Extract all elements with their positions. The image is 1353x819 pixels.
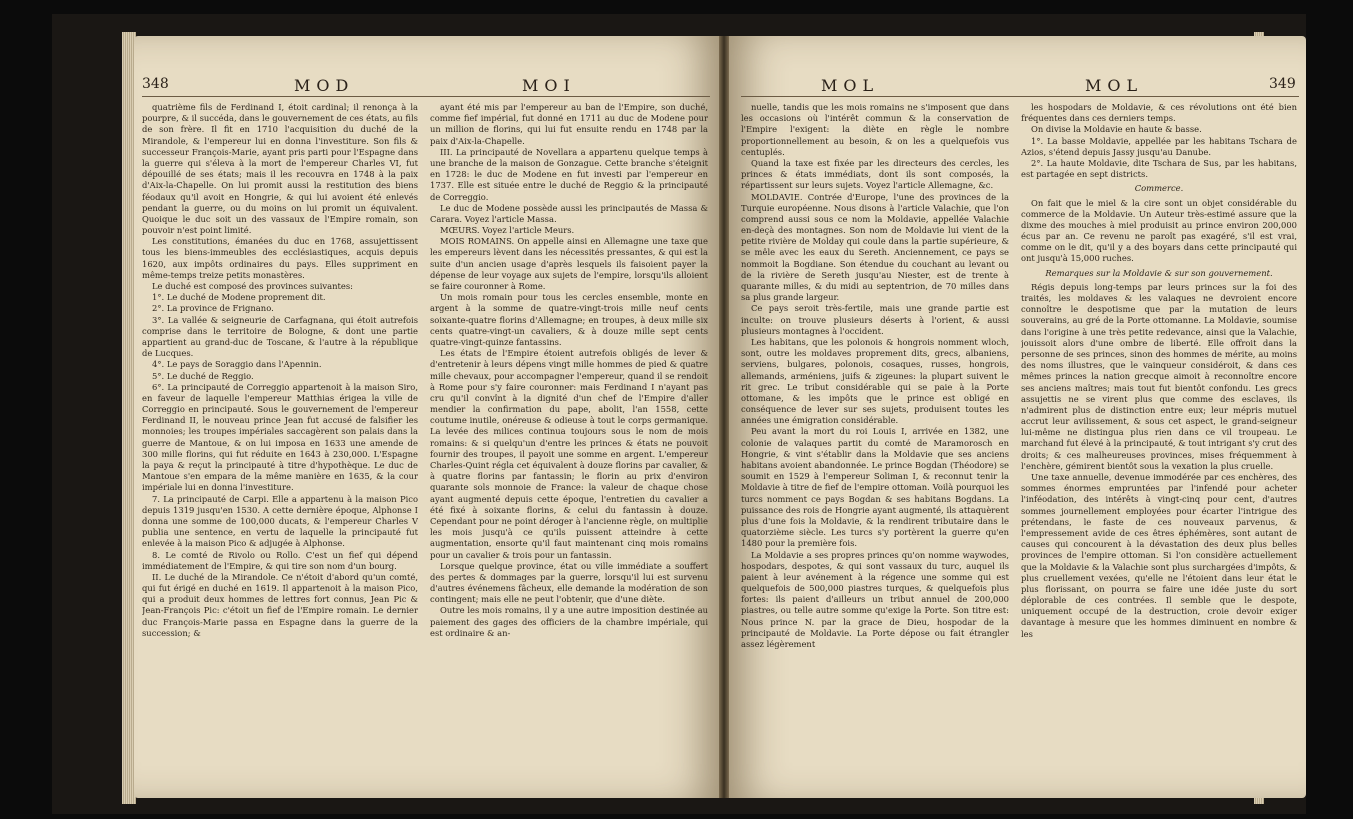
paragraph: 7. La principauté de Carpi. Elle a appartenu à la maison Pico depuis 1319 jusqu'en 1530. A cette dernière époque, Alphonse I donna une somme de 100,000 ducats, & l'empereur Charles V publia une sentence, en vertu de laquelle la principauté fut enlevée à la maison Pico & adjugée à Alphonse. (142, 493, 418, 549)
paragraph: Un mois romain pour tous les cercles ensemble, monte en argent à la somme de quatre-vingt-trois mille neuf cents soixante-quatre florins d'Allemagne; en troupes, à deux mille six cents quatre-vingt-un cavaliers, & à douze mille sept cents quatre-vingt-quinze fantassins. (430, 292, 708, 347)
text-column (741, 102, 1009, 798)
paragraph: Quand la taxe est fixée par les directeurs des cercles, les princes & états immédiats, dont ils sont composés, la répartissent sur leurs sujets. Voyez l'article Allemagne, &c. (741, 157, 1009, 191)
paragraph: 1°. La basse Moldavie, appellée par les habitans Tschara de Azios, s'étend depuis Jassy jusqu'au Danube. (1021, 135, 1297, 157)
header-rule (741, 96, 1299, 97)
paragraph: Régis depuis long-temps par leurs princes sur la foi des traités, les moldaves & les valaques ne devroient encore connoître le despotisme que par la mutation de leurs souverains, au gré de la Porte ottomanne. La Moldavie, soumise dans l'origine à une très petite redevance, ainsi que la Valachie, jouissoit alors d'une ombre de liberté. Elle offroit dans la personne de ses princes, sinon des hommes de mérite, au moins des noms illustres, que le vainqueur considéroit, & dans ces mêmes princes la nation grecque aimoit à reconnoître encore ses anciens maîtres; mais tout fut bientôt confondu. Les grecs assujettis ne se virent plus que comme des esclaves, ils n'admirent plus de distinction entre eux; leur mépris mutuel accrut leur avilissement, & sous cet aspect, le grand-seigneur lui-même ne distingua plus rien dans ce vil troupeau. Le marchand fut élevé à la principauté, & tout intrigant s'y crut des droits; & ces malheureuses provinces, mises fréquemment à l'enchère, gémirent bientôt sous la vexation la plus cruelle. (1021, 281, 1297, 471)
paragraph: 8. Le comté de Rivolo ou Rollo. C'est un fief qui dépend immédiatement de l'Empire, & qui tire son nom d'un bourg. (142, 549, 418, 571)
paragraph: Le duché est composé des provinces suivantes: (152, 281, 353, 291)
paragraph: Les habitans, que les polonois & hongrois nomment wloch, sont, outre les moldaves proprement dits, grecs, albaniens, serviens, bulgares, polonois, cosaques, russes, hongrois, allemands, arméniens, juifs & zigeunes: la plupart suivent le rit grec. Le tribut considérable qui se paie à la Porte ottomane, & les impôts que le prince est obligé en conséquence de lever sur ses sujets, produisent toutes les années une émigration considérable. (741, 336, 1009, 426)
paragraph: ayant été mis par l'empereur au ban de l'Empire, son duché, comme fief impérial, fut donné en 1711 au duc de Modene pour un million de florins, qui lui fut ensuite rendu en 1748 par la paix d'Aix-la-Chapelle. (430, 102, 708, 146)
page-number: 348 (142, 76, 169, 92)
paragraph: MOIS ROMAINS. On appelle ainsi en Allemagne une taxe que les empereurs lèvent dans les nécessités pressantes, & qui est la suite d'un ancien usage d'après lesquels ils faisoient payer la dépense de leur voyage aux sujets de l'empire, lorsqu'ils alloient se faire couronner à Rome. (430, 236, 708, 291)
running-head-left: MOD (294, 76, 355, 95)
paragraph: 3°. La vallée & seigneurie de Carfagnana, qui étoit autrefois comprise dans le territoire de Bologne, & dont une partie appartient au grand-duc de Toscane, & l'autre à la république de Lucques. (142, 314, 418, 359)
paragraph: II. Le duché de la Mirandole. Ce n'étoit d'abord qu'un comté, qui fut érigé en duché en 1619. Il appartenoit à la maison Pico, qui a produit deux hommes de lettres fort connus, Jean Pic & Jean-François Pic: c'étoit un fief de l'Empire romain. Le dernier duc François-Marie passa en Espagne dans la guerre de la succession; & (142, 571, 418, 638)
running-head-left: MOL (821, 76, 880, 95)
text-column (1021, 102, 1297, 798)
paragraph: Commerce. (1134, 183, 1184, 194)
paragraph: quatrième fils de Ferdinand I, étoit cardinal; il renonça à la pourpre, & il succéda, dans le gouvernement de ces états, au fils de son frère. Il fit en 1710 l'acquisition du duché de la Mirandole, & l'empereur lui en donna l'investiture. Son fils & successeur François-Marie, ayant pris parti pour l'Espagne dans la guerre qui s'éleva à la mort de l'empereur Charles VI, fut dépouillé de ses états; mais il les recouvra en 1748 à la paix d'Aix-la-Chapelle. On lui promit aussi la restitution des biens féodaux qu'il avoit en Hongrie, & qui lui avoient été enlevés pendant la guerre, ou du moins on lui promit un équivalent. Quoique le duc soit un des vassaux de l'Empire romain, son pouvoir n'est point limité. (142, 102, 418, 236)
paragraph: 6°. La principauté de Correggio appartenoit à la maison Siro, en faveur de laquelle l'empereur Matthias érigea la ville de Correggio en principauté. Sous le gouvernement de l'empereur Ferdinand II, le nouveau prince Jean fut accusé de falsifier les monnoies; les troupes impériales saccagèrent son palais dans la guerre de Mantoue, & on lui imposa en 1633 une amende de 300 mille florins, qui fut réduite en 1643 à 230,000. L'Espagne la paya & reçut la principauté à titre d'hypothèque. Le duc de Mantoue s'en empara de la même manière en 1635, & la cour impériale lui en donna l'investiture. (142, 381, 418, 493)
page-number: 349 (1269, 76, 1296, 92)
paragraph: 1°. Le duché de Modene proprement dit. (152, 292, 326, 303)
paragraph: Le duc de Modene possède aussi les principautés de Massa & Carara. Voyez l'article Massa. (430, 202, 708, 224)
paragraph: Ce pays seroit très-fertile, mais une grande partie est inculte: on trouve plusieurs déserts à l'orient, & aussi plusieurs montagnes à l'occident. (741, 303, 1009, 336)
running-head-right: MOL (1085, 76, 1144, 95)
running-head-right: MOI (522, 76, 576, 95)
paragraph: On divise la Moldavie en haute & basse. (1031, 124, 1202, 135)
text-column (142, 102, 418, 798)
paragraph: La Moldavie a ses propres princes qu'on nomme waywodes, hospodars, despotes, & qui sont vassaux du turc, auquel ils paient à leur avénement à la régence une somme qui est quelquefois de 500,000 piastres turques, & quelquefois plus fortes: ils paient d'ailleurs un tribut annuel de 200,000 piastres, ou telle autre somme qu'exige la Porte. Son titre est: Nous prince N. par la grace de Dieu, hospodar de la principauté de Moldavie. La Porte dépose ou fait étrangler assez légèrement (741, 549, 1009, 649)
paragraph: MŒURS. Voyez l'article Meurs. (440, 225, 575, 236)
paragraph: Peu avant la mort du roi Louis I, arrivée en 1382, une colonie de valaques partit du comté de Maramorosch en Hongrie, & vint s'établir dans la Moldavie que ses anciens habitans avoient abandonnée. Le prince Bogdan (Théodore) se soumit en 1529 à l'empereur Soliman I, & reconnut tenir la Moldavie à titre de fief de l'empire ottoman. Voilà pourquoi les turcs nomment ce pays Bogdan & ses habitans Bogdans. La puissance des rois de Hongrie ayant augmenté, ils attaquèrent plus d'une fois la Moldavie, & la rendirent tributaire dans le quatorzième siècle. Les turcs s'y portèrent la guerre qu'en 1480 pour la première fois. (741, 426, 1009, 549)
book-scan (52, 14, 1306, 814)
paragraph: 2°. La province de Frignano. (152, 303, 274, 314)
paragraph: nuelle, tandis que les mois romains ne s'imposent que dans les occasions où l'intérêt commun & la conservation de l'Empire l'exigent: la diète en règle le nombre proportionnellement au besoin, & on les a quelquefois vus centuplés. (741, 102, 1009, 157)
paragraph: Lorsque quelque province, état ou ville immédiate a souffert des pertes & dommages par la guerre, lorsqu'il lui est survenu d'autres événemens fâcheux, elle demande la modération de son contingent; mais elle ne peut l'obtenir, que d'une diète. (430, 560, 708, 605)
left-page (134, 36, 719, 798)
text-column (430, 102, 708, 798)
paragraph: Les constitutions, émanées du duc en 1768, assujettissent tous les biens-immeubles des ecclésiastiques, acquis depuis 1620, aux impôts ordinaires du pays. Elles suppriment en même-temps treize petits monastères. (142, 236, 418, 280)
paragraph: III. La principauté de Novellara a appartenu quelque temps à une branche de la maison de Gonzague. Cette branche s'éteignit en 1728: le duc de Modene en fut investi par l'empereur en 1737. Elle est située entre le duché de Reggio & la principauté de Correggio. (430, 146, 708, 202)
paragraph: 4°. Le pays de Soraggio dans l'Apennin. (152, 359, 322, 370)
paragraph: Une taxe annuelle, devenue immodérée par ces enchères, des sommes énormes empruntées par l'infendé pour acheter l'inféodation, des intérêts à vingt-cinq pour cent, d'autres sommes journellement employées pour écarter l'intrigue des prétendans, le faste de ces nouveaux parvenus, & l'empressement avide de ces êtres éphémères, sont autant de causes qui concourent à la dévastation des deux plus belles provinces de l'empire ottoman. Si l'on considère actuellement que la Moldavie & la Valachie sont plus surchargées d'impôts, & plus cruellement vexées, qu'elle ne l'étoient dans leur état le plus florissant, on pourra se faire une idée juste du sort déplorable de ces contrées. Il semble que le despote, uniquement occupé de la destruction, croie devoir exiger davantage à mesure que les hommes diminuent en nombre & les (1021, 472, 1297, 639)
paragraph: 2°. La haute Moldavie, dite Tschara de Sus, par les habitans, est partagée en sept districts. (1021, 157, 1297, 180)
paragraph: Les états de l'Empire étoient autrefois obligés de lever & d'entretenir à leurs dépens vingt mille hommes de pied & quatre mille chevaux, pour accompagner l'empereur, quand il se rendoit à Rome pour s'y faire couronner: mais Ferdinand I n'ayant pas cru qu'il convînt à la dignité d'un chef de l'Empire d'aller mendier la confirmation du pape, abolit, l'an 1558, cette coutume inutile, onéreuse & odieuse à tout le corps germanique. La levée des milices continua toujours sous le nom de mois romains: & si quelqu'un d'entre les princes & états ne pouvoit fournir des troupes, il payoit une somme en argent. L'empereur Charles-Quint régla cet équivalent à douze florins par cavalier, & à quatre florins par fantassin; le florin au prix d'environ quarante sols monnoie de France: la valeur de chaque chose ayant augmenté depuis cette époque, l'entretien du cavalier a été fixé à soixante florins, & celui du fantassin à douze. Cependant pour ne point déroger à l'ancienne règle, on multiplie les mois jusqu'à ce qu'ils puissent atteindre à cette augmentation, ensorte qu'il faut maintenant cinq mois romains pour un cavalier & trois pour un fantassin. (430, 348, 708, 560)
paragraph: 5°. Le duché de Reggio. (152, 370, 254, 381)
right-page (729, 36, 1306, 798)
paragraph: MOLDAVIE. Contrée d'Europe, l'une des provinces de la Turquie européenne. Nous disons à l'article Valachie, que l'on comprend aussi sous ce nom la Moldavie, appellée Valachie en-deçà des montagnes. Son nom de Moldavie lui vient de la petite rivière de Molday qui coule dans la partie supérieure, & se mêle avec les eaux du Sereth. Anciennement, ce pays se nommoit la Bogdiane. Son étendue du couchant au levant ou de la rivière de Sereth jusqu'au Niester, est de trente à quarante milles, & du midi au septentrion, de 70 milles dans sa plus grande largeur. (741, 191, 1009, 303)
book-gutter (719, 36, 729, 798)
paragraph: les hospodars de Moldavie, & ces révolutions ont été bien fréquentes dans ces derniers temps. (1021, 102, 1297, 124)
header-rule (142, 96, 710, 97)
paragraph: On fait que le miel & la cire sont un objet considérable du commerce de la Moldavie. Un Auteur très-estimé assure que la dixme des mouches à miel produisit au prince environ 200,000 écus par an. Ce revenu ne paroît pas exagéré, s'il est vrai, comme on le dit, qu'il y a des boyars dans cette principauté qui ont jusqu'à 15,000 ruches. (1021, 197, 1297, 264)
paragraph: Remarques sur la Moldavie & sur son gouvernement. (1045, 267, 1273, 278)
paragraph: Outre les mois romains, il y a une autre imposition destinée au paiement des gages des officiers de la chambre impériale, qui est ordinaire & an- (430, 605, 708, 638)
